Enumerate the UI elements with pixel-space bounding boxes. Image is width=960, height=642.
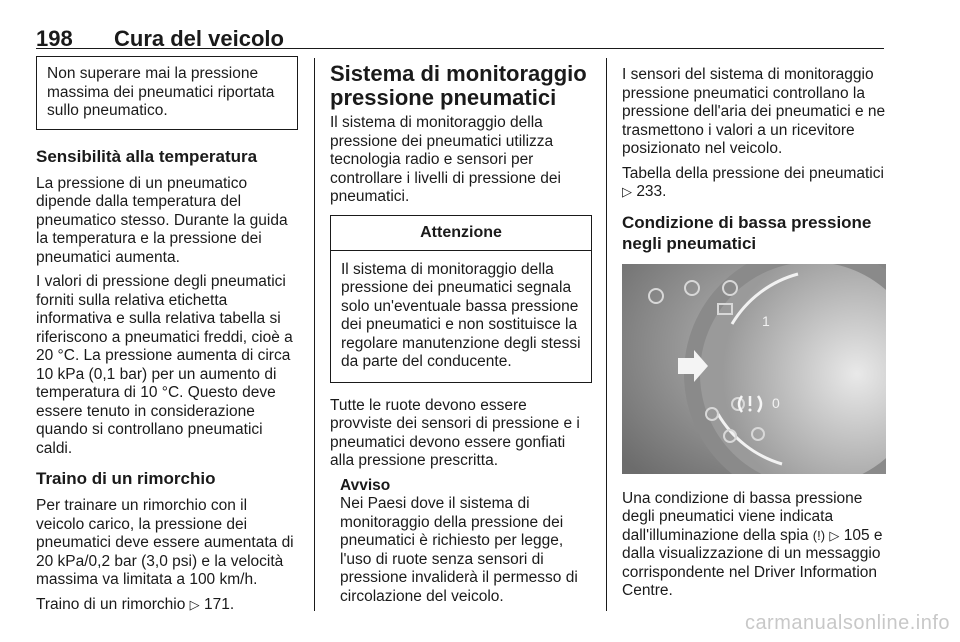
section-heading: Traino di un rimorchio [36, 469, 216, 488]
paragraph-text: Una condizione di bassa pressione degli pneumatici viene indicata dall'illuminazione della spia [622, 489, 863, 544]
tire-pressure-icon: (!) [812, 527, 826, 543]
paragraph: I valori di pressione degli pneumatici forniti sulla relativa etichetta informativa e sulla relativa tabella si riferiscono a pneumatici freddi, cioè a 20 °C. La pressione aumenta di circa 10 kPa (0,1 bar) per un aumento di temperatura di 10 °C. Questo deve essere tenuto in considerazione quando si controllano pneumatici caldi. [36, 273, 293, 457]
gauge-digit: 0 [772, 394, 780, 411]
paragraph-with-reference [36, 596, 298, 615]
page-number: 198 [36, 26, 73, 51]
paragraph: Il sistema di monitoraggio della pressione dei pneumatici utilizza tecnologia radio e sensori per controllare i livelli di pressione dei pneumatici. [330, 114, 561, 205]
instrument-cluster-photo [622, 264, 886, 474]
column-middle [330, 56, 592, 612]
page-reference-link[interactable]: 233. [636, 183, 667, 200]
caution-box [330, 215, 592, 383]
page-reference-arrow-icon: ▷ [622, 184, 632, 199]
gauge-digit: 1 [762, 312, 770, 329]
caution-title: Attenzione [331, 216, 591, 251]
page-reference-arrow-icon: ▷ [189, 596, 200, 612]
page-title: Cura del veicolo [114, 26, 284, 51]
note-label: Avviso [340, 476, 391, 494]
reference-text: Tabella della pressione dei pneumatici [622, 164, 884, 182]
page-reference-link[interactable]: 171. [203, 595, 235, 613]
reference-text: Traino di un rimorchio [36, 595, 186, 613]
paragraph: La pressione di un pneumatico dipende dalla temperatura del pneumatico stesso. Durante la guida la temperatura e la pressione dei pneumatici aumenta. [36, 174, 288, 266]
paragraph: I sensori del sistema di monitoraggio pressione pneumatici controllano la pressione dell'aria dei pneumatici e ne trasmettono i valori a un ricevitore posizionato nel veicolo. [622, 66, 886, 157]
column-separator [314, 58, 315, 611]
page-reference-arrow-icon: ▷ [829, 527, 840, 543]
page-reference-link[interactable]: 105 [843, 526, 870, 544]
note-block [330, 477, 592, 607]
page-header [36, 12, 884, 49]
column-separator [606, 58, 607, 611]
paragraph: Tutte le ruote devono essere provviste dei sensori di pressione e i pneumatici devono essere gonfiati alla pressione prescritta. [330, 396, 580, 469]
caution-text: Il sistema di monitoraggio della pressione dei pneumatici segnala solo un'eventuale bassa pressione dei pneumatici e non sostituisce la regolare manutenzione degli stessi da parte del conducente. [341, 260, 581, 370]
paragraph-with-reference [622, 165, 886, 202]
paragraph-text: e dalla visualizzazione di un messaggio corrispondente nel Driver Information Centre. [622, 526, 883, 599]
chapter-heading: Sistema di monitoraggio pressione pneumatici [330, 61, 587, 110]
paragraph: Per trainare un rimorchio con il veicolo carico, la pressione dei pneumatici deve essere aumentata di 20 kPa/0,2 bar (3,0 psi) e la velocità massima va limitata a 100 km/h. [36, 497, 294, 588]
section-heading: Condizione di bassa pressione negli pneumatici [622, 212, 872, 253]
column-right [622, 56, 886, 607]
instrument-cluster-illustration [622, 264, 886, 474]
paragraph-with-reference [622, 490, 886, 601]
note-text: Nei Paesi dove il sistema di monitoraggio della pressione dei pneumatici è richiesto per legge, l'uso di ruote senza sensori di pressione invaliderà il permesso di circolazione del veicolo. [340, 495, 578, 605]
watermark: carmanualsonline.info [744, 612, 950, 634]
column-left [36, 56, 298, 620]
pressure-warning-box [36, 56, 298, 130]
box-text: Non superare mai la pressione massima dei pneumatici riportata sullo pneumatico. [47, 65, 275, 119]
section-heading: Sensibilità alla temperatura [36, 146, 258, 166]
